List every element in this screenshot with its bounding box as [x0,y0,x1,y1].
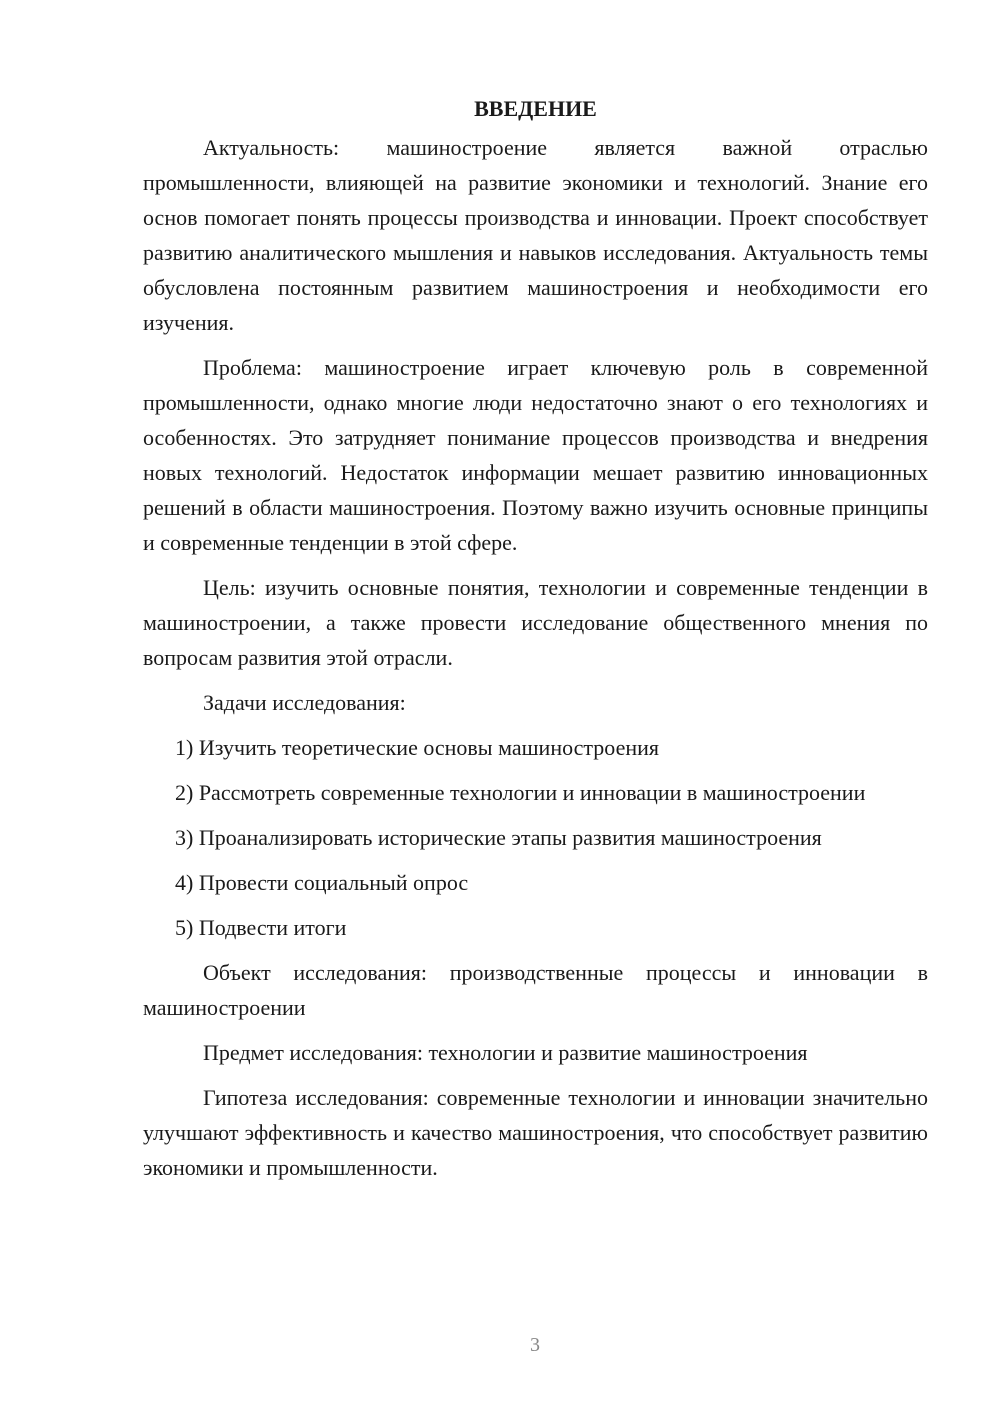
object-paragraph: Объект исследования: производственные процессы и инновации в машиностроении [143,960,928,1020]
relevance-paragraph: Актуальность: машиностроение является важной отраслью промышленности, влияющей на развитие экономики и технологий. Знание его основ помогает понять процессы производства и инновации. Проект способствует развитию аналитического мышления и навыков исследования. Актуальность темы обусловлена постоянным развитием машиностроения и необходимости его изучения. [143,135,928,335]
document-page [143,88,928,1195]
list-item: 1) Изучить теоретические основы машиностроения [175,735,659,760]
list-item: 3) Проанализировать исторические этапы развития машиностроения [175,825,822,850]
goal-paragraph: Цель: изучить основные понятия, технологии и современные тенденции в машиностроении, а также провести исследование общественного мнения по вопросам развития этой отрасли. [143,575,928,670]
page-title: ВВЕДЕНИЕ [474,96,597,121]
tasks-title: Задачи исследования: [203,690,406,715]
list-item: 4) Провести социальный опрос [175,870,469,895]
tasks-list [143,730,928,945]
list-item: 5) Подвести итоги [175,915,347,940]
page-number: 3 [530,1334,540,1356]
list-item: 2) Рассмотреть современные технологии и инновации в машиностроении [175,780,866,805]
subject-paragraph: Предмет исследования: технологии и развитие машиностроения [203,1040,808,1065]
problem-paragraph: Проблема: машиностроение играет ключевую роль в современной промышленности, однако многие люди недостаточно знают о его технологиях и особенностях. Это затрудняет понимание процессов производства и внедрения новых технологий. Недостаток информации мешает развитию инновационных решений в области машиностроения. Поэтому важно изучить основные принципы и современные тенденции в этой сфере. [143,355,928,555]
hypothesis-paragraph: Гипотеза исследования: современные технологии и инновации значительно улучшают эффективность и качество машиностроения, что способствует развитию экономики и промышленности. [143,1085,928,1180]
